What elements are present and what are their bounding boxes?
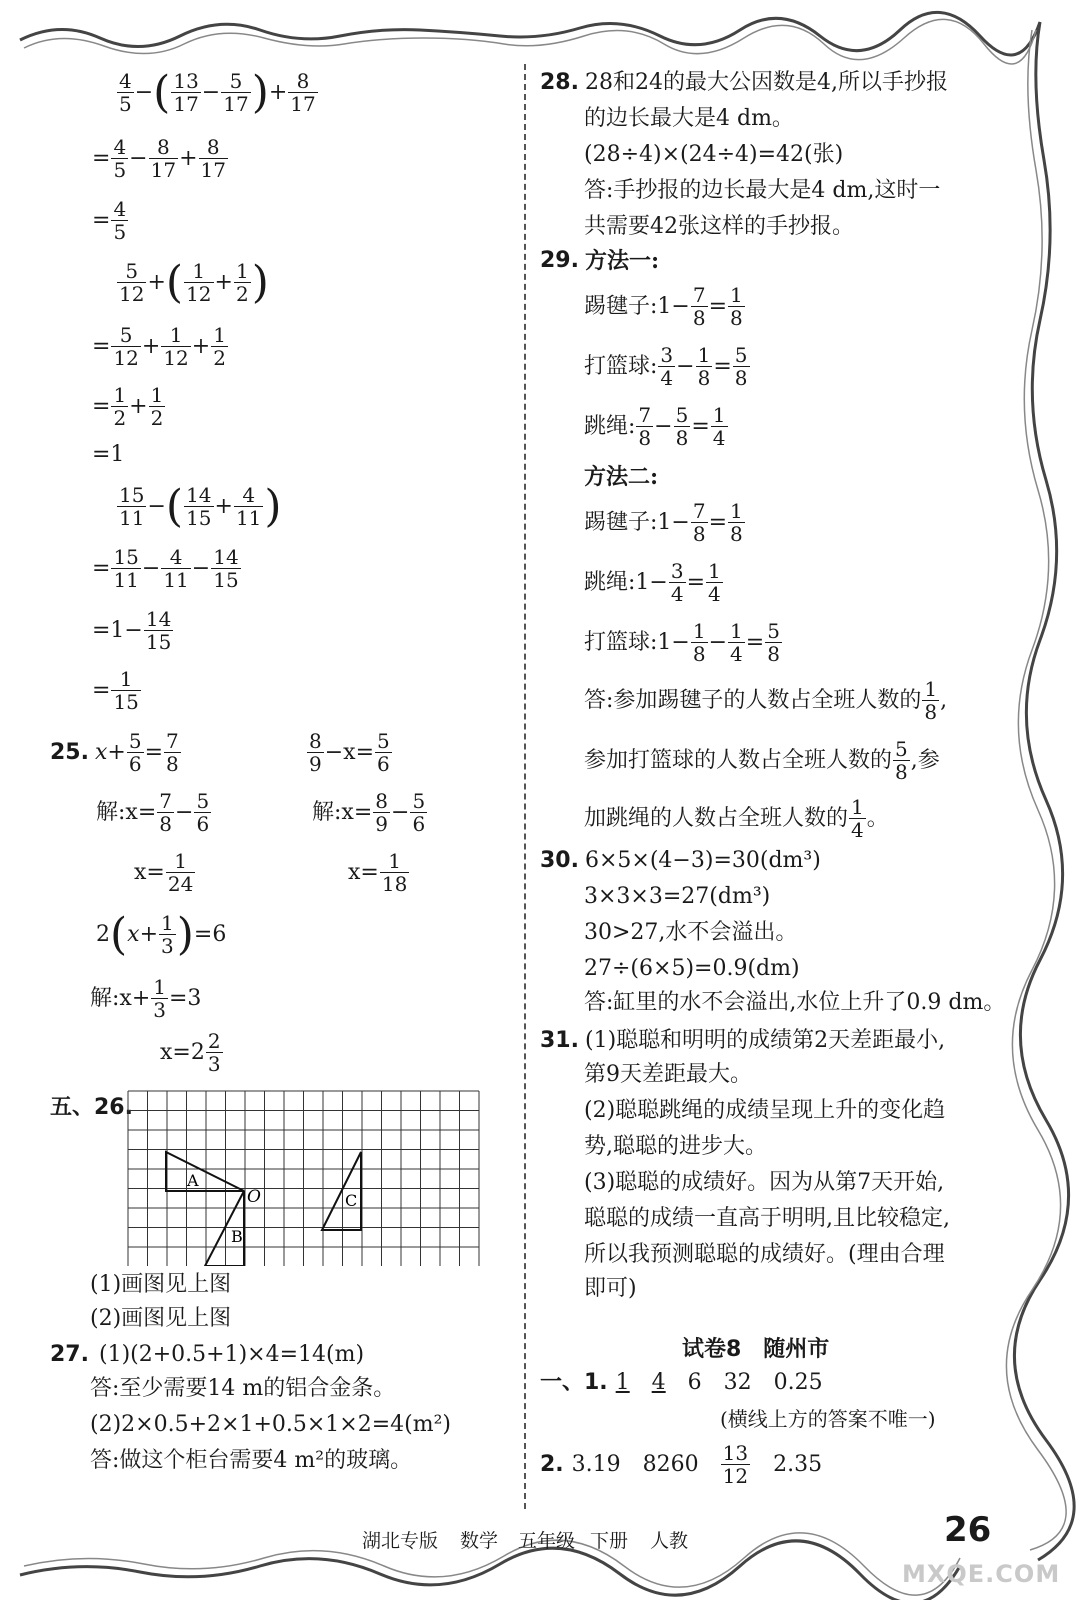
q31-line6: 聪聪的成绩一直高于明明,且比较稳定, — [584, 1206, 950, 1231]
q25-eq3-solve: 解:x+ $\frac{1}{3}$ =3 — [90, 975, 202, 1022]
q30-line5: 答:缸里的水不会溢出,水位上升了0.9 dm。 — [584, 990, 1006, 1015]
footer-grade: 五年级 — [518, 1530, 576, 1552]
q26-answer1: (1)画图见上图 — [90, 1272, 232, 1297]
q30-line2: 3×3×3=27(dm³) — [584, 884, 771, 909]
q25-eq1-solve: 解:x= $\frac{7}{8}$ − $\frac{5}{6}$ — [96, 789, 210, 836]
q25-eq1: 25. x+ $\frac{5}{6}$ = $\frac{7}{8}$ — [50, 729, 179, 776]
q28-line5: 共需要42张这样的手抄报。 — [584, 214, 854, 239]
calc1-line2: = $\frac{4}{5}$ − $\frac{8}{17}$ + $\frac{8}{17}$ — [92, 135, 226, 182]
label-c: C — [345, 1191, 358, 1210]
q29-method1-heading: 29. 方法一: — [540, 248, 660, 274]
q26-number: 五、26. — [50, 1095, 133, 1120]
q29-answer-line2: 参加打篮球的人数占全班人数的 $\frac{5}{8}$ ,参 — [584, 737, 940, 784]
q27-line2: 答:至少需要14 m的铝合金条。 — [90, 1376, 396, 1401]
calc1-line1: $\frac{4}{5}$ − ( $\frac{13}{17}$ − $\frac{5}{17}$ ) + $\frac{8}{17}$ — [119, 66, 316, 118]
calc1-line3: = $\frac{4}{5}$ — [92, 197, 127, 244]
q31-line8: 即可) — [584, 1276, 637, 1301]
q31-line3: (2)聪聪跳绳的成绩呈现上升的变化趋 — [584, 1098, 946, 1123]
q31-line5: (3)聪聪的成绩好。因为从第7天开始, — [584, 1170, 945, 1195]
q28-line3: (28÷4)×(24÷4)=42(张) — [584, 142, 844, 167]
q31-line7: 所以我预测聪聪的成绩好。(理由合理 — [584, 1242, 945, 1267]
q29-answer-line1: 答:参加踢毽子的人数占全班人数的 $\frac{1}{8}$ , — [584, 677, 948, 724]
q28-line2: 的边长最大是4 dm。 — [584, 106, 794, 131]
page-number: 26 — [944, 1510, 992, 1550]
q26-answer2: (2)画图见上图 — [90, 1306, 232, 1331]
calc2-line2: = $\frac{5}{12}$ + $\frac{1}{12}$ + $\frac{1}{2}$ — [92, 323, 226, 370]
q29-answer-line3: 加跳绳的人数占全班人数的 $\frac{1}{4}$ 。 — [584, 795, 889, 842]
test8-title: 试卷8 随州市 — [682, 1337, 830, 1362]
q27-line4: 答:做这个柜台需要4 m²的玻璃。 — [90, 1448, 413, 1473]
q25-eq1-result: x= $\frac{1}{24}$ — [134, 849, 194, 896]
q29-m1-jianzi: 踢毽子:1− $\frac{7}{8}$ = $\frac{1}{8}$ — [584, 283, 743, 330]
q28-line4: 答:手抄报的边长最大是4 dm,这时一 — [584, 178, 941, 203]
column-divider — [524, 64, 526, 1509]
calc3-line4: = $\frac{1}{15}$ — [92, 667, 139, 714]
q26-grid-figure — [127, 1090, 491, 1270]
q29-method2-heading: 方法二: — [584, 464, 659, 490]
calc2-line3: = $\frac{1}{2}$ + $\frac{1}{2}$ — [92, 383, 164, 430]
calc2-line4: =1 — [92, 442, 125, 467]
triangle-a — [166, 1152, 244, 1191]
calc2-line1: $\frac{5}{12}$ + ( $\frac{1}{12}$ + $\frac{1}{2}$ ) — [119, 256, 269, 308]
q28-line1: 28. 28和24的最大公因数是4,所以手抄报 — [540, 70, 948, 95]
calc3-line3: =1− $\frac{14}{15}$ — [92, 607, 172, 654]
q27-line1: 27. (1)(2+0.5+1)×4=14(m) — [50, 1342, 365, 1367]
q30-line1: 30. 6×5×(4−3)=30(dm³) — [540, 848, 821, 873]
calc3-line1: $\frac{15}{11}$ − ( $\frac{14}{15}$ + $\frac{4}{11}$ ) — [119, 480, 282, 532]
q29-m1-basketball: 打篮球: $\frac{3}{4}$ − $\frac{1}{8}$ = $\frac{5}{8}$ — [584, 343, 748, 390]
label-o: O — [247, 1187, 261, 1207]
q29-m2-basketball: 打篮球:1− $\frac{1}{8}$ − $\frac{1}{4}$ = $\frac{5}{8}$ — [584, 619, 780, 666]
q25-eq2-result: x= $\frac{1}{18}$ — [348, 849, 408, 896]
q25-eq2: $\frac{8}{9}$ −x= $\frac{5}{6}$ — [309, 729, 390, 776]
footer-volume: 下册 — [590, 1530, 629, 1552]
footer-publisher: 人教 — [650, 1530, 689, 1552]
test8-q1: 一、1. 1 4 6 32 0.25 — [540, 1370, 823, 1395]
label-b: B — [231, 1227, 243, 1246]
calc3-line2: = $\frac{15}{11}$ − $\frac{4}{11}$ − $\frac{14}{15}$ — [92, 545, 239, 592]
q29-m2-jianzi: 踢毽子:1− $\frac{7}{8}$ = $\frac{1}{8}$ — [584, 499, 743, 546]
test8-q1-note: (横线上方的答案不唯一) — [720, 1407, 936, 1431]
q29-m1-rope: 跳绳: $\frac{7}{8}$ − $\frac{5}{8}$ = $\frac{1}{4}$ — [584, 403, 726, 450]
test8-q2: 2. 3.19 8260 $\frac{13}{12}$ 2.35 — [540, 1441, 823, 1488]
q27-line3: (2)2×0.5+2×1+0.5×1×2=4(m²) — [90, 1412, 452, 1437]
q25-eq3-result: x=2 $\frac{2}{3}$ — [160, 1029, 221, 1076]
footer-subject: 数学 — [460, 1530, 499, 1552]
q25-eq3: 2 ( x+ $\frac{1}{3}$ ) =6 — [96, 908, 227, 960]
q30-line3: 30>27,水不会溢出。 — [584, 920, 798, 945]
label-a: A — [187, 1171, 199, 1190]
q31-line1: 31. (1)聪聪和明明的成绩第2天差距最小, — [540, 1028, 946, 1053]
q31-line2: 第9天差距最大。 — [584, 1062, 752, 1087]
q25-eq2-solve: 解:x= $\frac{8}{9}$ − $\frac{5}{6}$ — [312, 789, 426, 836]
watermark: MXQE.COM — [902, 1560, 1061, 1588]
q30-line4: 27÷(6×5)=0.9(dm) — [584, 956, 800, 981]
q29-m2-rope: 跳绳:1− $\frac{3}{4}$ = $\frac{1}{4}$ — [584, 559, 721, 606]
q25-number: 25. — [50, 739, 89, 765]
footer-edition: 湖北专版 — [362, 1530, 439, 1552]
q31-line4: 势,聪聪的进步大。 — [584, 1134, 767, 1159]
